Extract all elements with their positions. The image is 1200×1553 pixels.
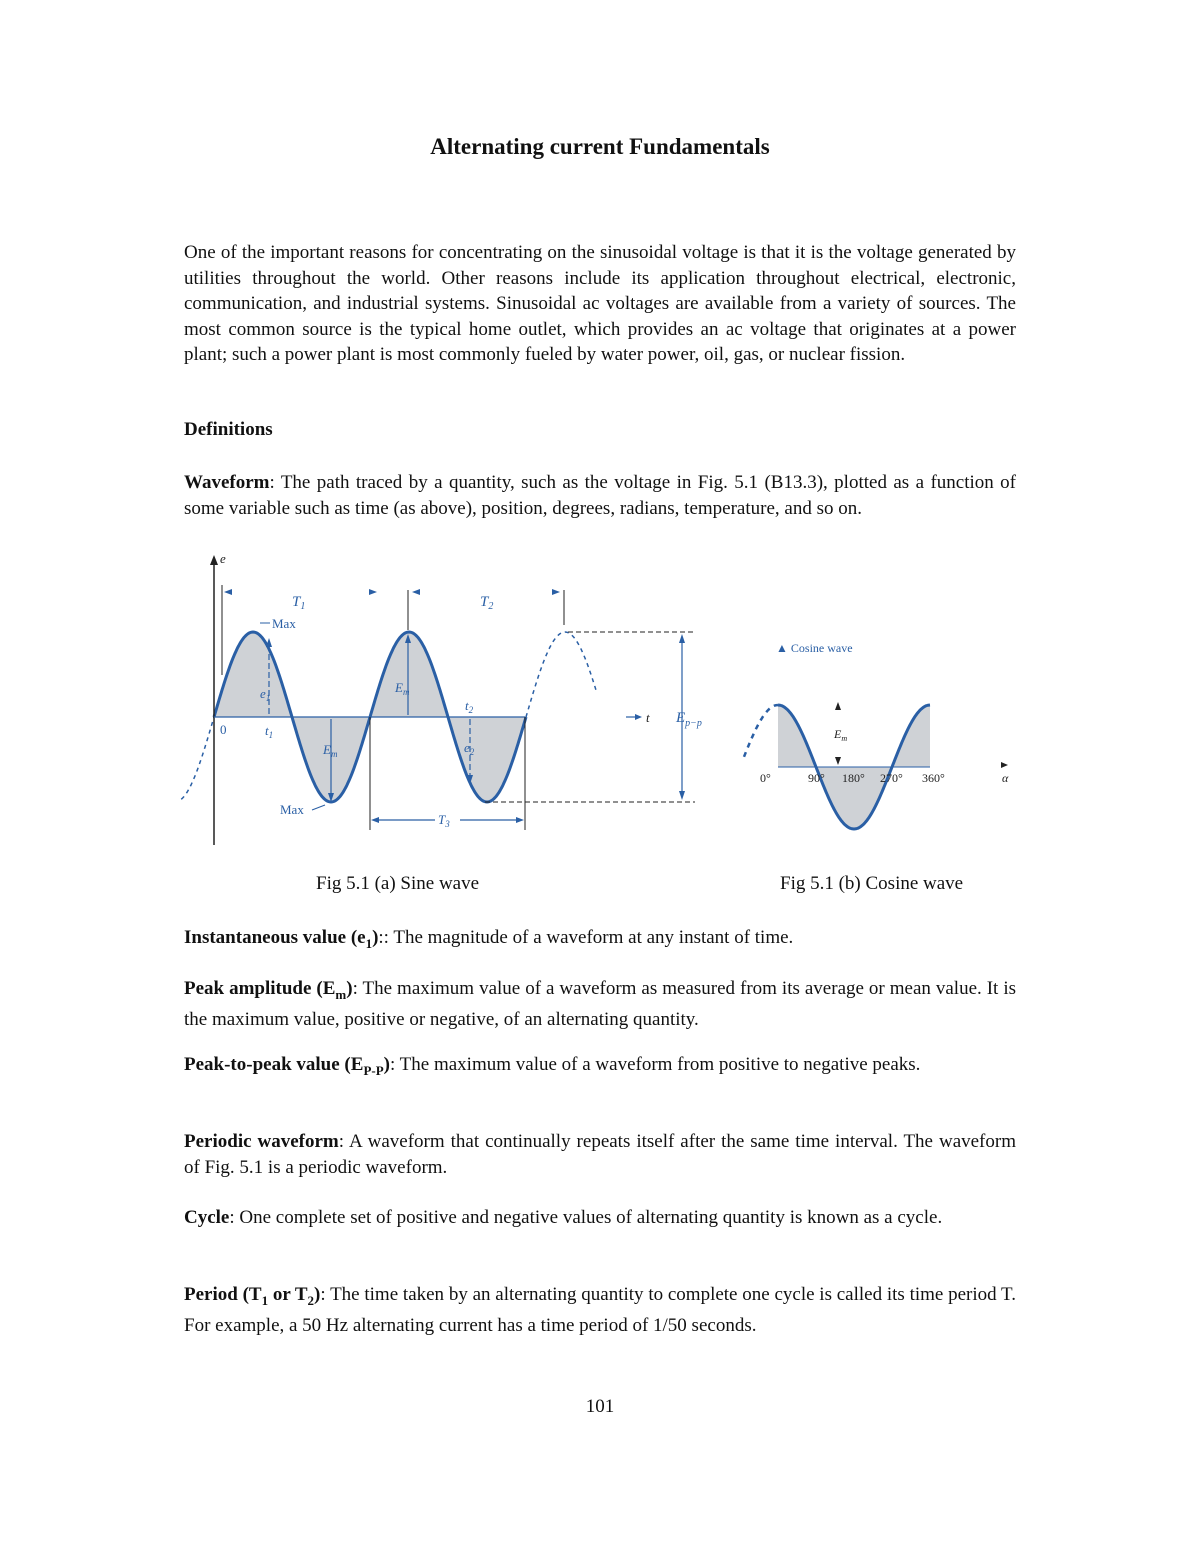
waveform-term: Waveform <box>184 472 270 493</box>
Epp-label: $E_{p-p}$ <box>676 710 702 729</box>
definition-peak-to-peak: Peak-to-peak value $(E_{P-P})$: The maximum value of a waveform from positive to negative peaks. <box>184 1054 921 1078</box>
cosine-x-axis-label: α <box>1002 771 1009 785</box>
T2-label: $T_2$ <box>480 594 494 612</box>
cosine-tick-0: 0° <box>760 771 771 785</box>
definition-cycle: Cycle: One complete set of positive and negative values of alternating quantity is known as a cycle. <box>184 1207 943 1228</box>
definitions-heading: Definitions <box>184 419 273 440</box>
cosine-wave-figure <box>730 630 1030 850</box>
max-top-label: Max <box>272 616 296 631</box>
sine-curve-dashed-left <box>180 717 214 802</box>
definition-instantaneous: Instantaneous value $(e_1)$:: The magnitude of a waveform at any instant of time. <box>184 927 794 951</box>
y-axis-arrow <box>210 555 218 565</box>
sine-curve-dashed-right <box>526 632 596 717</box>
x-axis-label: t <box>646 710 650 725</box>
figure-a-caption: Fig 5.1 (a) Sine wave <box>316 873 480 894</box>
max-bottom-label: Max <box>280 802 304 817</box>
origin-label: 0 <box>220 722 227 737</box>
cosine-tick-90: 90° <box>808 771 825 785</box>
definition-period: Period ($T_1$ or $T_2$): The time taken by an alternating quantity to complete one cycle is called its time period T. For example, a 50 Hz alternating current has a time period of 1/50 seconds. <box>184 1284 1017 1337</box>
t1-label: $t_1$ <box>265 723 274 740</box>
e2-label: $e_2$ <box>464 740 475 757</box>
e1-label: $e_1$ <box>260 686 271 703</box>
intro-paragraph: One of the important reasons for concentrating on the sinusoidal voltage is that it is the voltage generated by utilities throughout the world. Other reasons include its application throughout electrical, electronic, communication, and industrial systems. Sinusoidal ac voltages are available from a variety of sources. The most common source is the typical home outlet, which provides an ac voltage that originates at a power plant; such a power plant is most commonly fueled by water power, oil, gas, or nuclear fission. <box>184 242 1016 366</box>
figure-b-caption: Fig 5.1 (b) Cosine wave <box>780 873 964 894</box>
cosine-curve-dashed <box>744 705 778 757</box>
definition-periodic-waveform: Periodic waveform: A waveform that continually repeats itself after the same time interval. The waveform of Fig. 5.1 is a periodic waveform. <box>184 1131 1016 1178</box>
page-title: Alternating current Fundamentals <box>430 134 770 159</box>
T1-label: $T_1$ <box>292 594 306 612</box>
cosine-tick-360: 360° <box>922 771 945 785</box>
cosine-Em-label: $E_m$ <box>834 727 848 743</box>
Em-label-top: $E_m$ <box>395 680 410 697</box>
page-number: 101 <box>585 1396 615 1417</box>
cosine-tick-180: 180° <box>842 771 865 785</box>
Em-label-bottom: $E_m$ <box>323 742 338 759</box>
cosine-tick-270: 270° <box>880 771 903 785</box>
definition-peak-amplitude: Peak amplitude $(E_m)$: The maximum value of a waveform as measured from its average or mean value. It is the maximum value, positive or negative, of an alternating quantity. <box>184 978 1016 1031</box>
cosine-wave-label: ▲ Cosine wave <box>776 641 853 655</box>
waveform-text: : The path traced by a quantity, such as the voltage in Fig. 5.1 (B13.3), plotted as a function of some variable such as time (as above), position, degrees, radians, temperature, and so on. <box>184 472 1016 519</box>
y-axis-label: e <box>220 551 226 566</box>
waveform-definition <box>184 470 1016 521</box>
T3-label: $T_3$ <box>438 812 450 829</box>
t2-label: $t_2$ <box>465 698 474 715</box>
